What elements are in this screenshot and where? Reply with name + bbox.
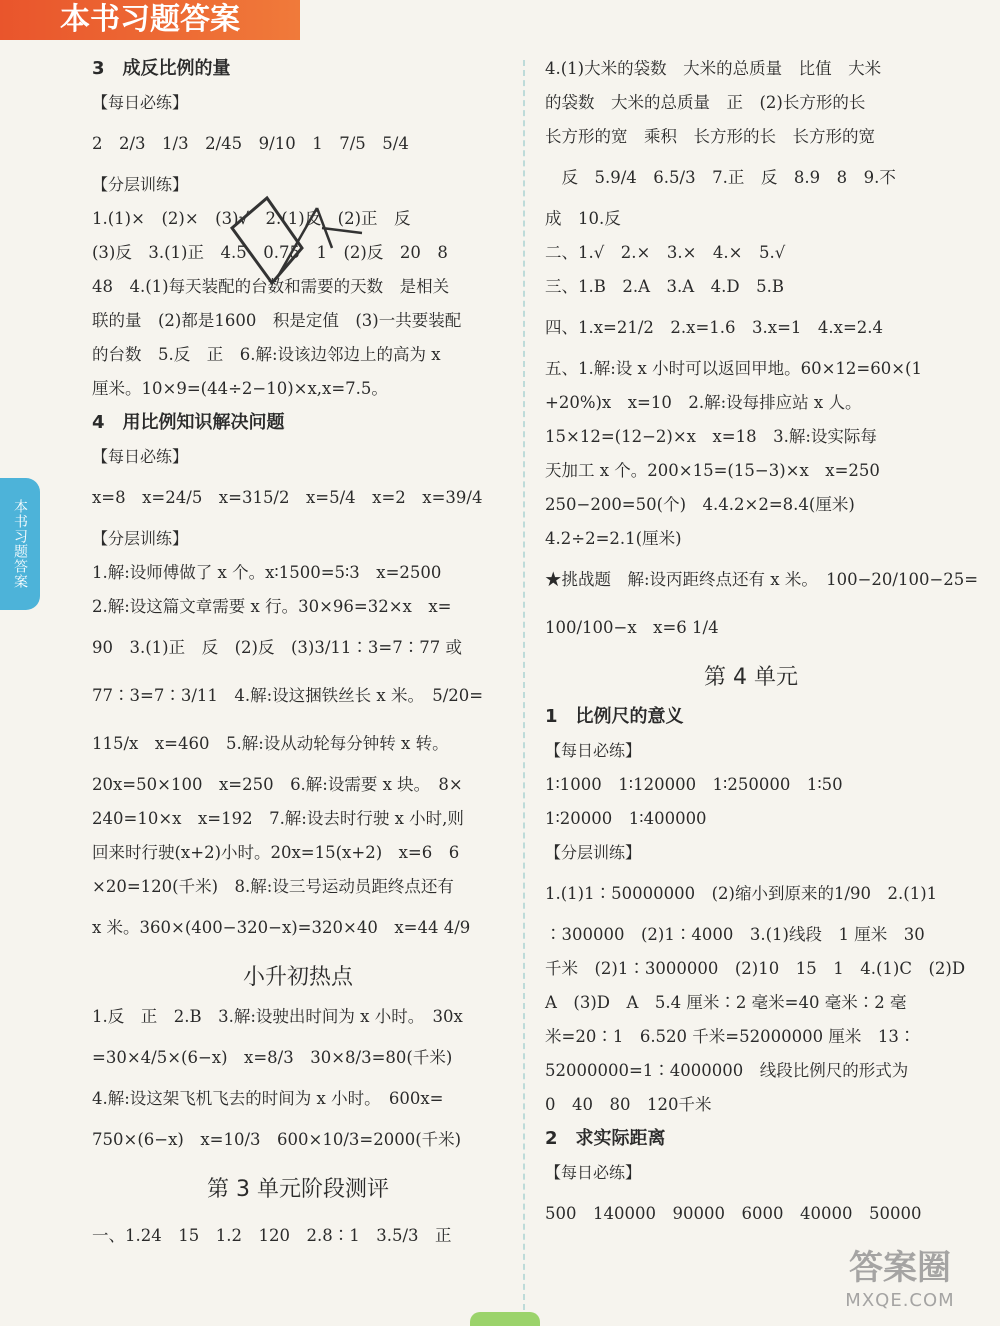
answer-line: 2 2/3 1/3 2/45 9/10 1 7/5 5/4 [92,134,409,153]
answer-line: 77∶3=7∶3/11 4.解:设这捆铁丝长 x 米。 5/20= [92,686,484,705]
answer-line: 成 10.反 [545,209,621,228]
answer-line: 的袋数 大米的总质量 正 (2)长方形的长 [545,93,866,112]
answer-line: ×20=120(千米) 8.解:设三号运动员距终点还有 [92,877,454,896]
answer-line: 4.解:设这架飞机飞去的时间为 x 小时。 600x= [92,1089,444,1108]
section-tag: 【每日必练】 [545,741,642,760]
answer-line: (3)反 3.(1)正 4.5 0.75 1 (2)反 20 8 [92,243,448,262]
header-title: 本书习题答案 [60,2,240,37]
answer-line: 1.(1)1∶50000000 (2)缩小到原来的1/90 2.(1)1 [545,884,938,903]
answer-line: 长方形的宽 乘积 长方形的长 长方形的宽 [545,127,875,146]
answer-line: 52000000=1∶4000000 线段比例尺的形式为 [545,1061,909,1080]
answer-line: 1∶20000 1∶400000 [545,809,707,828]
answer-line: 五、1.解:设 x 小时可以返回甲地。60×12=60×(1 [545,359,922,378]
answer-line: 1.解:设师傅做了 x 个。x∶1500=5∶3 x=2500 [92,563,442,582]
right-column [545,52,979,1238]
answer-line: 1∶1000 1∶120000 1∶250000 1∶50 [545,775,843,794]
answer-line: 15×12=(12−2)×x x=18 3.解:设实际每 [545,427,877,446]
answer-line: A (3)D A 5.4 厘米∶2 毫米=40 毫米∶2 毫 [545,993,907,1012]
handwritten-scribble-icon [222,188,382,308]
answer-line: 750×(6−x) x=10/3 600×10/3=2000(千米) [92,1130,462,1149]
answer-line: ∶300000 (2)1∶4000 3.(1)线段 1 厘米 30 [545,925,925,944]
answer-line: 三、1.B 2.A 3.A 4.D 5.B [545,277,785,296]
answer-line: 回来时行驶(x+2)小时。20x=15(x+2) x=6 6 [92,843,460,862]
unit-title: 第 3 单元阶段测评 [207,1177,389,1202]
side-tab [0,478,40,610]
answer-line: 2.解:设这篇文章需要 x 行。30×96=32×x x= [92,597,452,616]
answer-line: x=8 x=24/5 x=315/2 x=5/4 x=2 x=39/4 [92,488,483,507]
answer-line: 240=10×x x=192 7.解:设去时行驶 x 小时,则 [92,809,464,828]
section-title: 4 用比例知识解决问题 [92,412,285,433]
unit-title: 小升初热点 [242,965,353,990]
answer-line: 米=20∶1 6.520 千米=52000000 厘米 13∶ [545,1027,916,1046]
answer-line: +20%)x x=10 2.解:设每排应站 x 人。 [545,393,862,412]
answer-line: ★挑战题 解:设丙距终点还有 x 米。 100−20/100−25= [545,570,979,589]
answer-line: 115/x x=460 5.解:设从动轮每分钟转 x 转。 [92,734,449,753]
watermark-text: 答案圈 [849,1248,951,1288]
answer-line: 48 4.(1)每天装配的台数和需要的天数 是相关 [92,277,450,296]
answer-line: 1.反 正 2.B 3.解:设驶出时间为 x 小时。 30x [92,1007,463,1026]
section-title: 1 比例尺的意义 [545,706,684,727]
section-title: 2 求实际距离 [545,1128,666,1149]
answer-line: 250−200=50(个) 4.4.2×2=8.4(厘米) [545,495,855,514]
section-tag: 【每日必练】 [92,447,189,466]
answer-line: 90 3.(1)正 反 (2)反 (3)3/11∶3=7∶77 或 [92,638,462,657]
answer-line: x 米。360×(400−320−x)=320×40 x=44 4/9 [92,918,471,937]
section-tag: 【每日必练】 [92,93,189,112]
section-tag: 【分层训练】 [92,529,189,548]
section-title: 3 成反比例的量 [92,58,231,79]
answer-line: 0 40 80 120千米 [545,1095,712,1114]
site-watermark [810,1246,990,1318]
answer-line: 100/100−x x=6 1/4 [545,618,719,637]
answer-line: 4.2÷2=2.1(厘米) [545,529,682,548]
header-banner [0,0,300,40]
answer-line: 二、1.√ 2.× 3.× 4.× 5.√ [545,243,786,262]
answer-line: =30×4/5×(6−x) x=8/3 30×8/3=80(千米) [92,1048,453,1067]
section-tag: 【分层训练】 [92,175,189,194]
answer-line: 四、1.x=21/2 2.x=1.6 3.x=1 4.x=2.4 [545,318,884,337]
answer-line: 1.(1)× (2)× (3)√ 2.(1)反 (2)正 反 [92,209,411,228]
side-tab-label: 本书习题答案 [12,499,28,589]
watermark-url: MXQE.COM [845,1290,955,1311]
answer-line: 反 5.9/4 6.5/3 7.正 反 8.9 8 9.不 [545,168,896,187]
answer-line: 联的量 (2)都是1600 积是定值 (3)一共要装配 [92,311,462,330]
answer-line: 千米 (2)1∶3000000 (2)10 15 1 4.(1)C (2)D [545,959,966,978]
answer-line: 20x=50×100 x=250 6.解:设需要 x 块。 8× [92,775,463,794]
answer-line: 500 140000 90000 6000 40000 50000 [545,1204,922,1223]
column-divider [523,60,525,1310]
answer-line: 厘米。10×9=(44÷2−10)×x,x=7.5。 [92,379,388,398]
answer-line: 的台数 5.反 正 6.解:设该边邻边上的高为 x [92,345,441,364]
answer-line: 天加工 x 个。200×15=(15−3)×x x=250 [545,461,880,480]
section-tag: 【分层训练】 [545,843,642,862]
page-tab [470,1312,540,1326]
answer-line: 4.(1)大米的袋数 大米的总质量 比值 大米 [545,59,882,78]
section-tag: 【每日必练】 [545,1163,642,1182]
unit-title: 第 4 单元 [704,665,798,690]
answer-line: 一、1.24 15 1.2 120 2.8∶1 3.5/3 正 [92,1226,452,1245]
